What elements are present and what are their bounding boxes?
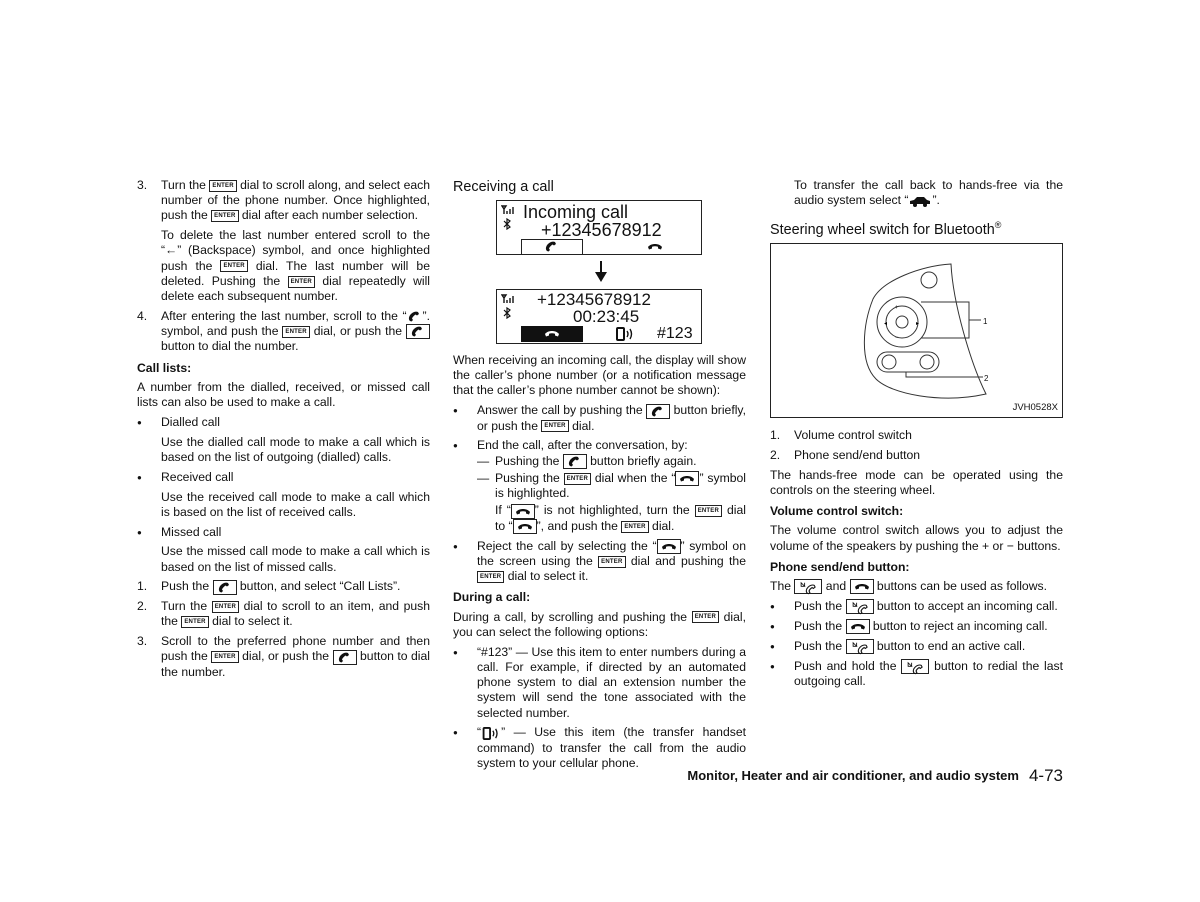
call-lists-heading: Call lists: (137, 360, 192, 375)
call-list-step-3: 3. Scroll to the preferred phone number and then push the ENTER dial, or push the button to dial the number. (137, 634, 430, 679)
transfer-icon (615, 327, 635, 341)
volume-heading: Volume control switch: (770, 504, 904, 519)
incoming-intro: When receiving an incoming call, the display will show the caller’s phone number (or a notification message that the caller’s phone number cannot be shown): (453, 353, 746, 398)
down-arrow-icon (594, 261, 608, 283)
car-icon (908, 195, 932, 207)
bluetooth-icon (502, 307, 512, 319)
step-4: 4. After entering the last number, scroll to the “ ”. symbol, and push the ENTER dial, or push the button to dial the number. (137, 308, 430, 354)
answer-bullet: ● Answer the call by pushing the button briefly, or push the ENTER dial. (453, 403, 746, 433)
handset-button-icon (563, 454, 587, 469)
svg-text:◂: ◂ (884, 321, 888, 328)
end-call-button-icon (850, 579, 874, 594)
end-call-highlight (521, 326, 583, 342)
during-call-heading: During a call: (453, 590, 531, 605)
bluetooth-icon (502, 218, 512, 230)
missed-call-text: Use the missed call mode to make a call which is based on the list of missed calls. (161, 544, 430, 574)
phone-bullet-3: ● Push the button to end an active call. (770, 638, 1026, 653)
end-option-2-note: If “ ” is not highlighted, turn the ENTER dial to “ ”, and push the ENTER dial. (495, 503, 746, 533)
send-button-icon (794, 579, 822, 594)
call-list-step-1: 1. Push the button, and select “Call Lists”. (137, 579, 401, 594)
enter-icon: ENTER (220, 260, 247, 272)
enter-icon: ENTER (477, 571, 504, 583)
handset-button-icon (333, 650, 357, 665)
transfer-icon (481, 727, 501, 740)
signal-icon (501, 294, 515, 304)
transfer-back-text: To transfer the call back to hands-free via the audio system select “ ”. (794, 178, 1063, 208)
footer-title: Monitor, Heater and air conditioner, and audio system (687, 768, 1019, 783)
end-call-bullet: ● End the call, after the conversation, by: — Pushing the button briefly again. — Pushing the ENTER dial when the “ ” symbol is highlighted. If “ ” is not highlighted, turn the ENTER dial to “ ”, and push the ENTER dial. (453, 438, 746, 533)
handset-icon (407, 311, 423, 322)
phone-bullet-2: ● Push the button to reject an incoming call. (770, 618, 1048, 633)
end-call-icon (647, 241, 663, 252)
figure-code: JVH0528X (1012, 402, 1058, 413)
svg-text:−: − (895, 335, 899, 342)
enter-icon: ENTER (209, 180, 236, 192)
incoming-call-display (496, 200, 702, 255)
call-timer: 00:23:45 (573, 307, 640, 326)
svg-text:▸: ▸ (916, 321, 920, 328)
reject-bullet: ● Reject the call by selecting the “ ” symbol on the screen using the ENTER dial and pushing the ENTER dial to select it. (453, 538, 746, 584)
end-call-button-icon (657, 539, 681, 554)
end-call-button-icon (511, 504, 535, 519)
column-3 (770, 178, 1063, 694)
enter-icon: ENTER (564, 473, 591, 485)
during-call-text: During a call, by scrolling and pushing the ENTER dial, you can select the following options: (453, 609, 747, 639)
transfer-bullet: ● “ ” — Use this item (the transfer handset command) to transfer the call from the audio system to your cellular phone. (453, 725, 746, 770)
steering-switch-heading: Steering wheel switch for Bluetooth® (770, 220, 1002, 239)
enter-icon: ENTER (541, 420, 568, 432)
phone-bullet-1: ● Push the button to accept an incoming call. (770, 599, 1058, 614)
end-call-button-icon (513, 519, 537, 534)
active-number: +12345678912 (537, 290, 651, 309)
send-button-icon (846, 639, 874, 654)
column-1 (137, 178, 430, 684)
receiving-call-heading: Receiving a call (453, 179, 554, 195)
enter-icon: ENTER (621, 521, 648, 533)
handset-button-icon (406, 324, 430, 339)
page-number: 4-73 (1028, 766, 1063, 785)
enter-icon: ENTER (211, 651, 238, 663)
svg-text:+: + (895, 305, 899, 312)
phone-button-intro: The and buttons can be used as follows. (770, 579, 1047, 594)
legend-1: 1. Volume control switch (770, 428, 912, 443)
enter-icon: ENTER (181, 616, 208, 628)
callout-2: 2 (984, 374, 989, 384)
call-lists-intro: A number from the dialled, received, or missed call lists can also be used to make a call. (137, 379, 430, 409)
enter-icon: ENTER (211, 210, 238, 222)
dtmf-option: #123 (657, 325, 693, 342)
page-footer (660, 768, 1063, 783)
end-call-button-icon (846, 619, 870, 634)
enter-icon: ENTER (695, 505, 722, 517)
send-button-icon (846, 599, 874, 614)
handset-button-icon (646, 404, 670, 419)
enter-icon: ENTER (212, 601, 239, 613)
handset-button-icon (213, 580, 237, 595)
step-3: 3. Turn the ENTER dial to scroll along, and select each number of the phone number. Once highlighted, push the ENTER dial after each number selection. (137, 178, 431, 223)
phone-bullet-4: ● Push and hold the button to redial the last outgoing call. (770, 658, 1064, 688)
end-call-icon (544, 328, 560, 339)
handsfree-text: The hands-free mode can be operated using the controls on the steering wheel. (770, 467, 1063, 497)
end-option-2: — Pushing the ENTER dial when the “ ” symbol is highlighted. (477, 470, 746, 501)
volume-text: The volume control switch allows you to adjust the volume of the speakers by pushing the + or − buttons. (770, 523, 1063, 553)
steering-wheel-illustration (771, 244, 1062, 417)
enter-icon: ENTER (282, 326, 309, 338)
end-option-1: — Pushing the button briefly again. (477, 453, 697, 468)
dialled-call-item: ● Dialled call (137, 414, 220, 429)
send-button-icon (901, 659, 929, 674)
enter-icon: ENTER (692, 611, 719, 623)
answer-highlight (521, 239, 583, 254)
steering-wheel-figure (770, 243, 1063, 418)
received-call-item: ● Received call (137, 469, 234, 484)
phone-button-heading: Phone send/end button: (770, 559, 910, 574)
missed-call-item: ● Missed call (137, 524, 222, 539)
handset-icon (544, 241, 560, 252)
dtmf-bullet: ● “#123” — Use this item to enter numbers during a call. For example, if directed by an automated phone system to dial an extension number the system will send the tone associated with the selected number. (453, 644, 746, 720)
signal-icon (501, 205, 515, 215)
incoming-call-label: Incoming call (523, 202, 629, 222)
received-call-text: Use the received call mode to make a call which is based on the list of received calls. (161, 489, 430, 519)
enter-icon: ENTER (598, 556, 625, 568)
callout-1: 1 (983, 317, 988, 327)
step-3-delete-note: To delete the last number entered scroll to the “←” (Backspace) symbol, and once highlighted push the ENTER dial. The last number will be deleted. Pushing the ENTER dial repeatedly will delete each subsequent number. (161, 228, 431, 304)
enter-icon: ENTER (288, 276, 315, 288)
legend-2: 2. Phone send/end button (770, 448, 921, 462)
column-2 (453, 178, 746, 776)
dialled-call-text: Use the dialled call mode to make a call which is based on the list of outgoing (dialled) calls. (161, 434, 430, 464)
incoming-number: +12345678912 (541, 220, 662, 240)
call-list-step-2: 2. Turn the ENTER dial to scroll to an item, and push the ENTER dial to select it. (137, 599, 431, 629)
active-call-display (496, 289, 702, 344)
end-call-button-icon (675, 471, 699, 486)
